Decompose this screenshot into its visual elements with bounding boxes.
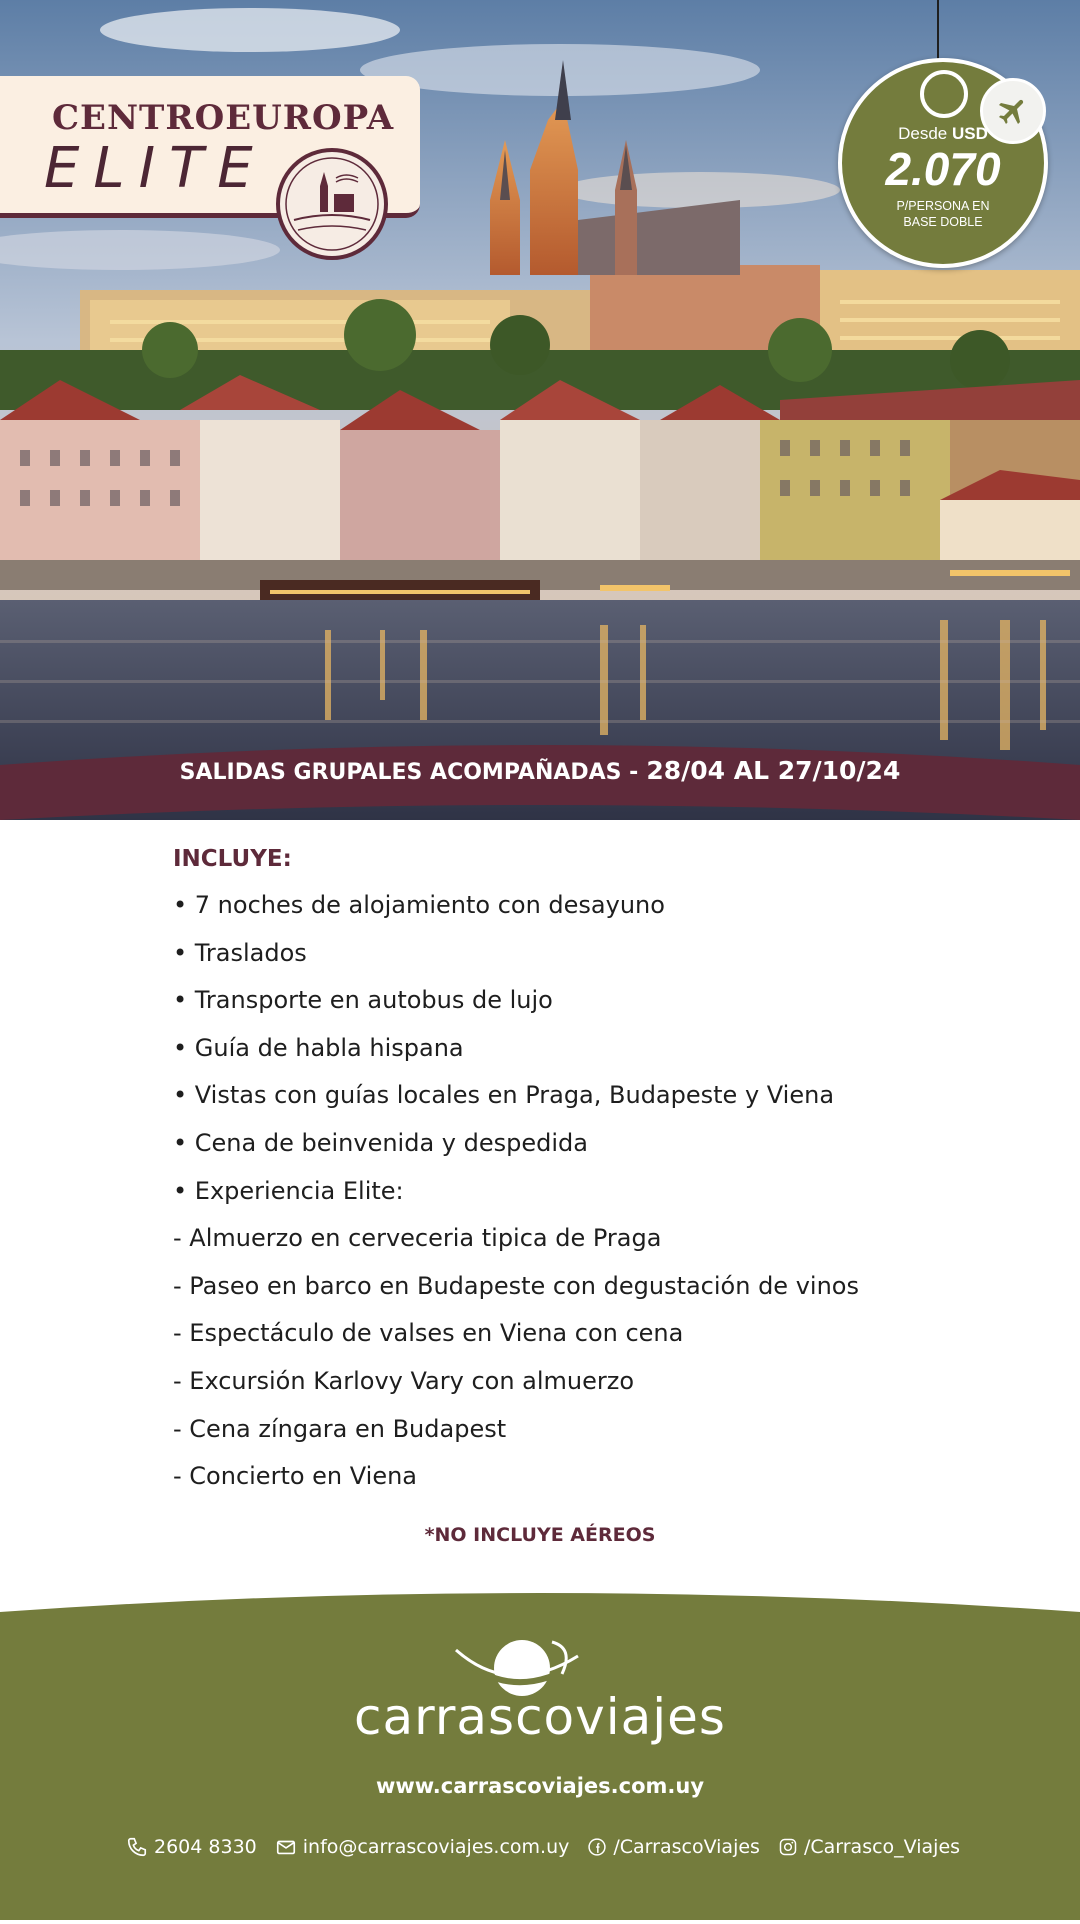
instagram-contact[interactable] (778, 1836, 960, 1858)
departures-band (0, 756, 1080, 785)
list-item: • Cena de beinvenida y despedida (173, 1128, 588, 1157)
instagram-icon (778, 1837, 798, 1857)
title-centroeuropa: CENTROEUROPA (52, 98, 395, 138)
departures-dates: 28/04 AL 27/10/24 (646, 756, 901, 785)
list-item: • 7 noches de alojamiento con desayuno (173, 891, 665, 919)
facebook-icon (587, 1837, 607, 1857)
list-item: • Traslados (173, 938, 307, 967)
list-item: - Almuerzo en cerveceria tipica de Praga (173, 1224, 662, 1253)
instagram-handle: /Carrasco_Viajes (803, 1836, 961, 1858)
list-item: - Espectáculo de valses en Viena con cena (173, 1319, 684, 1348)
website-link[interactable]: www.carrascoviajes.com.uy (375, 1774, 705, 1798)
facebook-handle: /CarrascoViajes (613, 1836, 760, 1858)
price-from-label: Desde (898, 124, 948, 143)
list-item: - Concierto en Viena (173, 1462, 418, 1491)
price-note-line1: P/PERSONA EN (896, 199, 990, 213)
badge-string (937, 0, 939, 64)
price-value: 2.070 (885, 143, 1001, 195)
includes-list (173, 890, 993, 1509)
phone-number: 2604 8330 (154, 1836, 257, 1858)
badge-hole (920, 70, 968, 118)
list-item: • Guía de habla hispana (173, 1033, 464, 1062)
email-address: info@carrascoviajes.com.uy (302, 1836, 570, 1858)
title-elite: ELITE (44, 136, 267, 201)
email-contact[interactable] (275, 1836, 570, 1858)
includes-section (173, 846, 993, 1509)
price-note-line2: BASE DOBLE (903, 215, 983, 229)
phone-contact[interactable] (126, 1836, 257, 1858)
brand-name: carrascoviajes (354, 1688, 726, 1746)
contact-bar (126, 1836, 1006, 1858)
facebook-contact[interactable] (587, 1836, 760, 1858)
includes-heading: INCLUYE: (173, 846, 292, 872)
prague-seal-icon (276, 148, 388, 260)
mail-icon (275, 1836, 297, 1858)
price-note (842, 198, 1044, 230)
price-currency: USD (951, 124, 988, 143)
departures-label: SALIDAS GRUPALES ACOMPAÑADAS - (179, 760, 639, 785)
list-item: • Vistas con guías locales en Praga, Budapeste y Viena (173, 1081, 835, 1110)
list-item: - Excursión Karlovy Vary con almuerzo (173, 1366, 635, 1395)
no-flights-disclaimer: *NO INCLUYE AÉREOS (424, 1524, 656, 1546)
list-item: • Experiencia Elite: (173, 1176, 404, 1205)
list-item: - Cena zíngara en Budapest (173, 1414, 507, 1443)
price-from (842, 124, 1044, 144)
list-item: • Transporte en autobus de lujo (173, 986, 553, 1015)
price-badge (838, 58, 1048, 268)
list-item: - Paseo en barco en Budapeste con degustación de vinos (173, 1271, 859, 1300)
phone-icon (126, 1836, 148, 1858)
